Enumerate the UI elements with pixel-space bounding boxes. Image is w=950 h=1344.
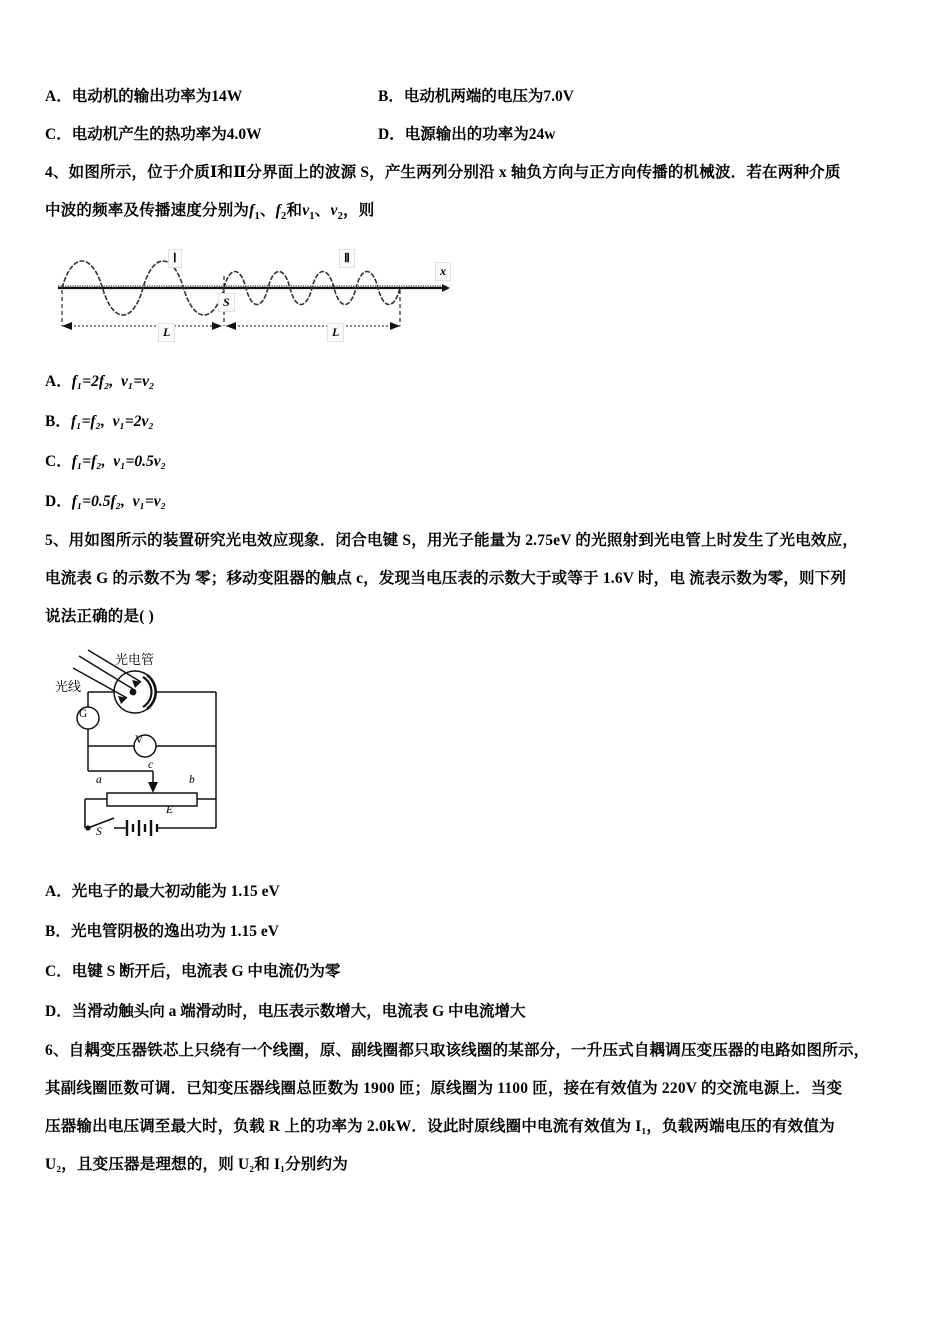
phototube-anode-dot (130, 689, 137, 696)
wave-region-label-1: Ⅰ (168, 249, 182, 268)
wave-region-label-2: Ⅱ (339, 249, 355, 268)
q4-option-c (45, 442, 917, 482)
q4-option-d-label: D． (45, 493, 72, 511)
q5-option-c-text: 电键 S 断开后，电流表 G 中电流仍为零 (71, 963, 341, 981)
q3-option-d: D．电源输出的功率为24w (378, 126, 556, 143)
voltmeter-label: V (135, 734, 144, 747)
q4-option-c-label: C． (45, 453, 72, 471)
q5-option-b-label: B． (45, 923, 71, 941)
wave-x-axis-arrowhead (442, 284, 450, 292)
q5-option-c (45, 952, 917, 992)
dimension-arrow-left-start (62, 322, 72, 330)
q5-stem-line-3: 说法正确的是( ) (45, 608, 154, 626)
q5-stem-line-1: 5、用如图所示的装置研究光电效应现象．闭合电键 S，用光子能量为 2.75eV 的光照射到光电管上时发生了光电效应， (45, 532, 859, 550)
q3-options-row-2 (45, 116, 917, 154)
q4-option-b (45, 402, 917, 442)
contact-c-label: c (148, 759, 154, 772)
q4-option-b-label: B． (45, 413, 71, 431)
q5-option-d (45, 992, 917, 1032)
q3-option-c: C．电动机产生的热功率为4.0W (45, 126, 262, 143)
circuit-figure-svg (55, 646, 305, 854)
q3-option-a: A．电动机的输出功率为14W (45, 88, 243, 105)
q5-option-c-label: C． (45, 963, 72, 981)
wave-axis-label: x (435, 262, 451, 281)
q5-option-a-label: A． (45, 883, 72, 901)
q5-option-a (45, 872, 917, 912)
q4-option-c-vel: v₁=0.5v₂ (113, 453, 167, 471)
switch-label: S (96, 826, 102, 839)
q5-option-b-text: 光电管阴极的逸出功为 1.15 eV (71, 923, 279, 941)
slider-arrow (148, 782, 158, 793)
q6-stem-line-1: 6、自耦变压器铁芯上只绕有一个线圈，原、副线圈都只取该线圈的某部分，一升压式自耦调压变压器的电路如图所示， (45, 1042, 870, 1060)
q4-option-b-vel: v₁=2v₂ (112, 413, 154, 431)
dimension-arrow-right-end (390, 322, 400, 330)
q5-option-d-label: D． (45, 1003, 72, 1021)
phototube-label: 光电管 (115, 652, 155, 668)
q4-stem-line-2: 中波的频率及传播速度分别为$f_1$、$f_2$和$v_1$、$v_2$，则 (45, 202, 375, 223)
q4-option-a-label: A． (45, 373, 72, 391)
rheostat-body (107, 793, 197, 806)
dimension-arrow-right-start (226, 322, 236, 330)
q4-option-c-freq: f₁=f₂, (71, 453, 106, 471)
dimension-arrow-left-end (212, 322, 222, 330)
q5-stem-line-2: 电流表 G 的示数不为 零；移动变阻器的触点 c，发现当电压表的示数大于或等于 1.6V 时，电 流表示数为零，则下列 (45, 570, 847, 588)
wave-source-label: S (218, 293, 235, 312)
battery-label: E (166, 804, 174, 817)
q6-stem-line-4: U₂，且变压器是理想的，则 U₂和 I₁分别约为 (45, 1156, 348, 1174)
q3-options-row-1 (45, 78, 917, 116)
q5-option-b (45, 912, 917, 952)
galvanometer-label: G (79, 708, 88, 721)
wave-figure-svg (50, 246, 450, 344)
q6-stem-line-3: 压器输出电压调至最大时，负载 R 上的功率为 2.0kW．设此时原线圈中电流有效值为 I₁，负载两端电压的有效值为 (45, 1118, 835, 1136)
q4-wave-figure (50, 246, 450, 344)
q4-option-a-vel: v₁=v₂ (121, 373, 155, 391)
q6-stem-line-2: 其副线圈匝数可调．已知变压器线圈总匝数为 1900 匝；原线圈为 1100 匝，接在有效值为 220V 的交流电源上．当变 (45, 1080, 843, 1098)
q4-option-a-freq: f₁=2f₂, (71, 373, 114, 391)
q4-stem-line-2-suffix: ，则 (343, 202, 375, 219)
q4-stem-line-1: 4、如图所示，位于介质Ⅰ和Ⅱ分界面上的波源 S，产生两列分别沿 x 轴负方向与正方向传播的机械波．若在两种介质 (45, 164, 841, 181)
wave-length-label-right: L (327, 323, 344, 342)
rheostat-b-label: b (189, 774, 195, 787)
q4-stem-line-2-prefix: 中波的频率及传播速度分别为 (45, 202, 250, 219)
q4-option-a (45, 362, 917, 402)
rheostat-a-label: a (96, 774, 102, 787)
page-content (45, 78, 917, 1184)
q4-option-d-vel: v₁=v₂ (132, 493, 167, 511)
light-ray-3 (73, 668, 127, 698)
light-ray-label: 光线 (55, 679, 82, 695)
q5-circuit-figure (55, 646, 305, 854)
phototube-cathode-arc-2 (143, 677, 151, 707)
q5-option-d-text: 当滑动触头向 a 端滑动时，电压表示数增大，电流表 G 中电流增大 (71, 1003, 526, 1021)
q4-option-d (45, 482, 917, 522)
wave-length-label-left: L (158, 323, 175, 342)
q4-option-d-freq: f₁=0.5f₂, (71, 493, 125, 511)
q5-option-a-text: 光电子的最大初动能为 1.15 eV (71, 883, 280, 901)
q3-option-b: B．电动机两端的电压为7.0V (378, 88, 574, 105)
q4-option-b-freq: f₁=f₂, (71, 413, 105, 431)
